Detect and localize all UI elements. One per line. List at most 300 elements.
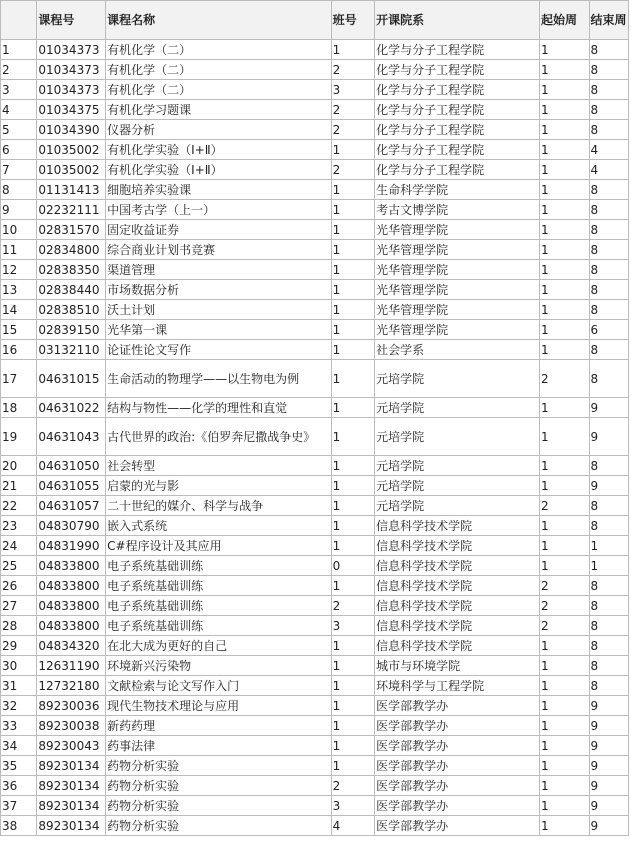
- cell-class-number: 1: [331, 300, 374, 320]
- cell-department: 化学与分子工程学院: [375, 120, 540, 140]
- cell-course-number: 02839150: [37, 320, 106, 340]
- table-row: [1, 456, 629, 476]
- cell-start-week: 2: [539, 496, 589, 516]
- cell-department: 化学与分子工程学院: [375, 60, 540, 80]
- cell-row-index: 2: [1, 60, 37, 80]
- cell-course-name: 药物分析实验: [106, 816, 332, 836]
- table-row: [1, 140, 629, 160]
- cell-class-number: 1: [331, 240, 374, 260]
- cell-end-week: 8: [589, 200, 628, 220]
- cell-course-number: 02831570: [37, 220, 106, 240]
- cell-row-index: 37: [1, 796, 37, 816]
- cell-course-number: 89230134: [37, 816, 106, 836]
- cell-start-week: 1: [539, 180, 589, 200]
- cell-course-name: 现代生物技术理论与应用: [106, 696, 332, 716]
- cell-course-number: 89230043: [37, 736, 106, 756]
- cell-department: 环境科学与工程学院: [375, 676, 540, 696]
- cell-class-number: 4: [331, 816, 374, 836]
- cell-course-name: 光华第一课: [106, 320, 332, 340]
- cell-end-week: 6: [589, 320, 628, 340]
- cell-start-week: 2: [539, 596, 589, 616]
- cell-class-number: 1: [331, 40, 374, 60]
- cell-course-name: 综合商业计划书竞赛: [106, 240, 332, 260]
- cell-start-week: 2: [539, 576, 589, 596]
- cell-department: 医学部教学办: [375, 756, 540, 776]
- cell-department: 考古文博学院: [375, 200, 540, 220]
- cell-course-number: 89230134: [37, 776, 106, 796]
- table-row: [1, 676, 629, 696]
- cell-row-index: 1: [1, 40, 37, 60]
- cell-course-number: 04833800: [37, 616, 106, 636]
- table-body: [1, 40, 629, 836]
- header-index: [1, 1, 37, 40]
- cell-end-week: 9: [589, 736, 628, 756]
- cell-class-number: 3: [331, 80, 374, 100]
- cell-start-week: 1: [539, 320, 589, 340]
- cell-department: 城市与环境学院: [375, 656, 540, 676]
- cell-class-number: 1: [331, 140, 374, 160]
- header-start-week: 起始周: [539, 1, 589, 40]
- cell-course-number: 04631015: [37, 360, 106, 398]
- cell-end-week: 9: [589, 476, 628, 496]
- cell-start-week: 1: [539, 300, 589, 320]
- cell-department: 光华管理学院: [375, 220, 540, 240]
- cell-row-index: 36: [1, 776, 37, 796]
- cell-course-number: 02838510: [37, 300, 106, 320]
- cell-department: 信息科学技术学院: [375, 516, 540, 536]
- table-row: [1, 716, 629, 736]
- cell-course-name: 固定收益证券: [106, 220, 332, 240]
- cell-class-number: 1: [331, 696, 374, 716]
- cell-row-index: 18: [1, 398, 37, 418]
- cell-course-number: 01034373: [37, 40, 106, 60]
- cell-course-name: 中国考古学（上一）: [106, 200, 332, 220]
- cell-class-number: 2: [331, 776, 374, 796]
- cell-row-index: 34: [1, 736, 37, 756]
- cell-department: 化学与分子工程学院: [375, 100, 540, 120]
- cell-course-number: 02838350: [37, 260, 106, 280]
- cell-end-week: 8: [589, 260, 628, 280]
- table-row: [1, 796, 629, 816]
- cell-end-week: 8: [589, 676, 628, 696]
- cell-row-index: 13: [1, 280, 37, 300]
- cell-department: 元培学院: [375, 496, 540, 516]
- cell-course-name: 有机化学实验（Ⅰ+Ⅱ）: [106, 160, 332, 180]
- cell-class-number: 1: [331, 360, 374, 398]
- table-row: [1, 398, 629, 418]
- cell-course-name: 市场数据分析: [106, 280, 332, 300]
- cell-course-number: 04834320: [37, 636, 106, 656]
- cell-department: 医学部教学办: [375, 796, 540, 816]
- cell-class-number: 1: [331, 676, 374, 696]
- cell-row-index: 31: [1, 676, 37, 696]
- cell-row-index: 20: [1, 456, 37, 476]
- cell-course-number: 89230038: [37, 716, 106, 736]
- cell-course-name: 论证性论文写作: [106, 340, 332, 360]
- cell-course-name: 古代世界的政治:《伯罗奔尼撒战争史》: [106, 418, 332, 456]
- cell-end-week: 1: [589, 536, 628, 556]
- cell-row-index: 12: [1, 260, 37, 280]
- cell-start-week: 1: [539, 40, 589, 60]
- cell-department: 光华管理学院: [375, 240, 540, 260]
- cell-row-index: 3: [1, 80, 37, 100]
- cell-row-index: 26: [1, 576, 37, 596]
- cell-end-week: 8: [589, 496, 628, 516]
- cell-department: 光华管理学院: [375, 280, 540, 300]
- cell-end-week: 8: [589, 240, 628, 260]
- cell-start-week: 1: [539, 418, 589, 456]
- cell-start-week: 1: [539, 456, 589, 476]
- cell-course-number: 04631050: [37, 456, 106, 476]
- cell-start-week: 1: [539, 776, 589, 796]
- cell-row-index: 4: [1, 100, 37, 120]
- cell-course-name: 有机化学（二）: [106, 80, 332, 100]
- cell-department: 元培学院: [375, 476, 540, 496]
- cell-department: 元培学院: [375, 360, 540, 398]
- cell-end-week: 8: [589, 340, 628, 360]
- cell-start-week: 1: [539, 240, 589, 260]
- header-department: 开课院系: [375, 1, 540, 40]
- cell-start-week: 1: [539, 220, 589, 240]
- cell-course-number: 04830790: [37, 516, 106, 536]
- cell-course-name: 二十世纪的媒介、科学与战争: [106, 496, 332, 516]
- cell-course-number: 01131413: [37, 180, 106, 200]
- cell-course-number: 89230134: [37, 796, 106, 816]
- table-row: [1, 180, 629, 200]
- cell-course-name: 嵌入式系统: [106, 516, 332, 536]
- cell-end-week: 9: [589, 816, 628, 836]
- cell-start-week: 1: [539, 200, 589, 220]
- cell-end-week: 4: [589, 140, 628, 160]
- cell-department: 社会学系: [375, 340, 540, 360]
- cell-department: 信息科学技术学院: [375, 596, 540, 616]
- cell-start-week: 1: [539, 280, 589, 300]
- cell-course-number: 02232111: [37, 200, 106, 220]
- cell-row-index: 17: [1, 360, 37, 398]
- cell-start-week: 1: [539, 340, 589, 360]
- cell-row-index: 9: [1, 200, 37, 220]
- cell-start-week: 1: [539, 120, 589, 140]
- cell-class-number: 1: [331, 280, 374, 300]
- cell-row-index: 35: [1, 756, 37, 776]
- cell-row-index: 15: [1, 320, 37, 340]
- cell-course-name: 药物分析实验: [106, 776, 332, 796]
- cell-class-number: 1: [331, 320, 374, 340]
- cell-start-week: 1: [539, 476, 589, 496]
- table-row: [1, 300, 629, 320]
- cell-course-name: 结构与物性——化学的理性和直觉: [106, 398, 332, 418]
- table-row: [1, 756, 629, 776]
- cell-course-name: 有机化学习题课: [106, 100, 332, 120]
- cell-class-number: 1: [331, 340, 374, 360]
- cell-class-number: 1: [331, 636, 374, 656]
- cell-course-number: 01035002: [37, 160, 106, 180]
- cell-end-week: 8: [589, 80, 628, 100]
- cell-start-week: 1: [539, 60, 589, 80]
- cell-department: 信息科学技术学院: [375, 636, 540, 656]
- table-row: [1, 340, 629, 360]
- cell-class-number: 2: [331, 60, 374, 80]
- cell-end-week: 1: [589, 556, 628, 576]
- cell-start-week: 2: [539, 616, 589, 636]
- cell-class-number: 1: [331, 716, 374, 736]
- cell-row-index: 30: [1, 656, 37, 676]
- cell-start-week: 1: [539, 716, 589, 736]
- cell-course-name: 启蒙的光与影: [106, 476, 332, 496]
- cell-row-index: 33: [1, 716, 37, 736]
- cell-row-index: 7: [1, 160, 37, 180]
- cell-course-name: 生命活动的物理学——以生物电为例: [106, 360, 332, 398]
- cell-course-name: 在北大成为更好的自己: [106, 636, 332, 656]
- cell-row-index: 27: [1, 596, 37, 616]
- table-row: [1, 360, 629, 398]
- cell-end-week: 4: [589, 160, 628, 180]
- table-row: [1, 696, 629, 716]
- cell-course-number: 01034373: [37, 80, 106, 100]
- cell-course-name: 仪器分析: [106, 120, 332, 140]
- cell-course-name: 药事法律: [106, 736, 332, 756]
- cell-department: 元培学院: [375, 418, 540, 456]
- cell-department: 生命科学学院: [375, 180, 540, 200]
- cell-department: 化学与分子工程学院: [375, 140, 540, 160]
- cell-start-week: 1: [539, 398, 589, 418]
- cell-course-name: 新药药理: [106, 716, 332, 736]
- cell-course-number: 02838440: [37, 280, 106, 300]
- table-row: [1, 280, 629, 300]
- cell-class-number: 3: [331, 616, 374, 636]
- cell-row-index: 8: [1, 180, 37, 200]
- cell-course-name: 沃土计划: [106, 300, 332, 320]
- cell-course-name: 药物分析实验: [106, 796, 332, 816]
- table-row: [1, 516, 629, 536]
- cell-class-number: 1: [331, 220, 374, 240]
- cell-end-week: 8: [589, 656, 628, 676]
- cell-course-name: 电子系统基础训练: [106, 576, 332, 596]
- header-end-week: 结束周: [589, 1, 628, 40]
- cell-class-number: 1: [331, 496, 374, 516]
- cell-start-week: 1: [539, 160, 589, 180]
- cell-start-week: 1: [539, 536, 589, 556]
- cell-end-week: 8: [589, 40, 628, 60]
- table-row: [1, 476, 629, 496]
- cell-row-index: 19: [1, 418, 37, 456]
- table-row: [1, 576, 629, 596]
- table-row: [1, 636, 629, 656]
- cell-department: 医学部教学办: [375, 696, 540, 716]
- cell-end-week: 9: [589, 418, 628, 456]
- cell-start-week: 1: [539, 756, 589, 776]
- cell-course-name: 社会转型: [106, 456, 332, 476]
- cell-department: 化学与分子工程学院: [375, 160, 540, 180]
- cell-class-number: 1: [331, 576, 374, 596]
- cell-department: 信息科学技术学院: [375, 556, 540, 576]
- cell-course-name: 细胞培养实验课: [106, 180, 332, 200]
- cell-class-number: 2: [331, 100, 374, 120]
- cell-end-week: 8: [589, 180, 628, 200]
- cell-row-index: 38: [1, 816, 37, 836]
- cell-end-week: 9: [589, 756, 628, 776]
- cell-department: 光华管理学院: [375, 320, 540, 340]
- table-row: [1, 220, 629, 240]
- cell-course-number: 01034373: [37, 60, 106, 80]
- cell-start-week: 1: [539, 656, 589, 676]
- table-row: [1, 776, 629, 796]
- cell-end-week: 8: [589, 516, 628, 536]
- table-row: [1, 160, 629, 180]
- header-row: [1, 1, 629, 40]
- cell-department: 医学部教学办: [375, 716, 540, 736]
- table-row: [1, 418, 629, 456]
- cell-course-name: 药物分析实验: [106, 756, 332, 776]
- table-row: [1, 40, 629, 60]
- cell-row-index: 23: [1, 516, 37, 536]
- cell-class-number: 1: [331, 736, 374, 756]
- table-row: [1, 260, 629, 280]
- cell-department: 光华管理学院: [375, 300, 540, 320]
- cell-class-number: 1: [331, 516, 374, 536]
- header-course-number: 课程号: [37, 1, 106, 40]
- cell-end-week: 8: [589, 100, 628, 120]
- cell-end-week: 8: [589, 120, 628, 140]
- cell-course-name: 文献检索与论文写作入门: [106, 676, 332, 696]
- table-row: [1, 240, 629, 260]
- cell-department: 医学部教学办: [375, 736, 540, 756]
- cell-start-week: 1: [539, 796, 589, 816]
- cell-course-number: 89230036: [37, 696, 106, 716]
- cell-end-week: 9: [589, 776, 628, 796]
- cell-course-number: 04631022: [37, 398, 106, 418]
- cell-row-index: 24: [1, 536, 37, 556]
- cell-department: 光华管理学院: [375, 260, 540, 280]
- cell-start-week: 1: [539, 816, 589, 836]
- cell-course-number: 12631190: [37, 656, 106, 676]
- cell-start-week: 1: [539, 696, 589, 716]
- cell-end-week: 9: [589, 696, 628, 716]
- cell-department: 信息科学技术学院: [375, 536, 540, 556]
- cell-class-number: 1: [331, 456, 374, 476]
- table-row: [1, 120, 629, 140]
- header-class-number: 班号: [331, 1, 374, 40]
- cell-course-number: 04631057: [37, 496, 106, 516]
- cell-department: 化学与分子工程学院: [375, 40, 540, 60]
- cell-end-week: 8: [589, 576, 628, 596]
- cell-class-number: 1: [331, 260, 374, 280]
- cell-class-number: 1: [331, 656, 374, 676]
- cell-class-number: 1: [331, 756, 374, 776]
- cell-class-number: 2: [331, 160, 374, 180]
- cell-row-index: 32: [1, 696, 37, 716]
- cell-course-number: 04831990: [37, 536, 106, 556]
- cell-end-week: 8: [589, 280, 628, 300]
- table-row: [1, 736, 629, 756]
- cell-course-name: 电子系统基础训练: [106, 616, 332, 636]
- cell-department: 信息科学技术学院: [375, 576, 540, 596]
- cell-department: 信息科学技术学院: [375, 616, 540, 636]
- cell-row-index: 28: [1, 616, 37, 636]
- cell-start-week: 1: [539, 260, 589, 280]
- cell-class-number: 2: [331, 120, 374, 140]
- cell-course-number: 01034375: [37, 100, 106, 120]
- table-row: [1, 656, 629, 676]
- header-course-name: 课程名称: [106, 1, 332, 40]
- cell-row-index: 25: [1, 556, 37, 576]
- cell-course-number: 03132110: [37, 340, 106, 360]
- table-row: [1, 556, 629, 576]
- cell-end-week: 8: [589, 60, 628, 80]
- table-row: [1, 320, 629, 340]
- cell-course-name: 电子系统基础训练: [106, 596, 332, 616]
- table-row: [1, 816, 629, 836]
- cell-row-index: 16: [1, 340, 37, 360]
- cell-course-name: 有机化学（二）: [106, 40, 332, 60]
- table-row: [1, 616, 629, 636]
- cell-start-week: 1: [539, 556, 589, 576]
- cell-course-number: 02834800: [37, 240, 106, 260]
- table-row: [1, 80, 629, 100]
- cell-start-week: 1: [539, 100, 589, 120]
- cell-class-number: 1: [331, 200, 374, 220]
- cell-start-week: 1: [539, 736, 589, 756]
- cell-end-week: 8: [589, 360, 628, 398]
- cell-row-index: 14: [1, 300, 37, 320]
- cell-course-name: 有机化学实验（Ⅰ+Ⅱ）: [106, 140, 332, 160]
- table-row: [1, 100, 629, 120]
- cell-start-week: 1: [539, 516, 589, 536]
- cell-row-index: 5: [1, 120, 37, 140]
- cell-course-number: 89230134: [37, 756, 106, 776]
- cell-end-week: 9: [589, 716, 628, 736]
- cell-end-week: 8: [589, 636, 628, 656]
- cell-class-number: 0: [331, 556, 374, 576]
- cell-row-index: 11: [1, 240, 37, 260]
- cell-department: 元培学院: [375, 456, 540, 476]
- cell-course-number: 01035002: [37, 140, 106, 160]
- cell-start-week: 2: [539, 360, 589, 398]
- cell-class-number: 1: [331, 418, 374, 456]
- cell-end-week: 9: [589, 398, 628, 418]
- cell-start-week: 1: [539, 80, 589, 100]
- table-row: [1, 60, 629, 80]
- cell-class-number: 3: [331, 796, 374, 816]
- cell-start-week: 1: [539, 140, 589, 160]
- cell-course-number: 12732180: [37, 676, 106, 696]
- cell-end-week: 8: [589, 616, 628, 636]
- cell-course-number: 04833800: [37, 596, 106, 616]
- cell-course-name: C#程序设计及其应用: [106, 536, 332, 556]
- cell-department: 医学部教学办: [375, 776, 540, 796]
- cell-end-week: 8: [589, 456, 628, 476]
- cell-class-number: 1: [331, 476, 374, 496]
- cell-class-number: 1: [331, 180, 374, 200]
- table-row: [1, 536, 629, 556]
- cell-department: 医学部教学办: [375, 816, 540, 836]
- table-row: [1, 596, 629, 616]
- cell-class-number: 1: [331, 398, 374, 418]
- cell-department: 化学与分子工程学院: [375, 80, 540, 100]
- cell-class-number: 2: [331, 596, 374, 616]
- cell-start-week: 1: [539, 676, 589, 696]
- table-row: [1, 496, 629, 516]
- cell-course-name: 电子系统基础训练: [106, 556, 332, 576]
- cell-row-index: 10: [1, 220, 37, 240]
- cell-course-number: 04833800: [37, 576, 106, 596]
- table-row: [1, 200, 629, 220]
- cell-course-number: 04631055: [37, 476, 106, 496]
- cell-course-name: 有机化学（二）: [106, 60, 332, 80]
- cell-row-index: 29: [1, 636, 37, 656]
- cell-end-week: 8: [589, 300, 628, 320]
- cell-course-number: 04631043: [37, 418, 106, 456]
